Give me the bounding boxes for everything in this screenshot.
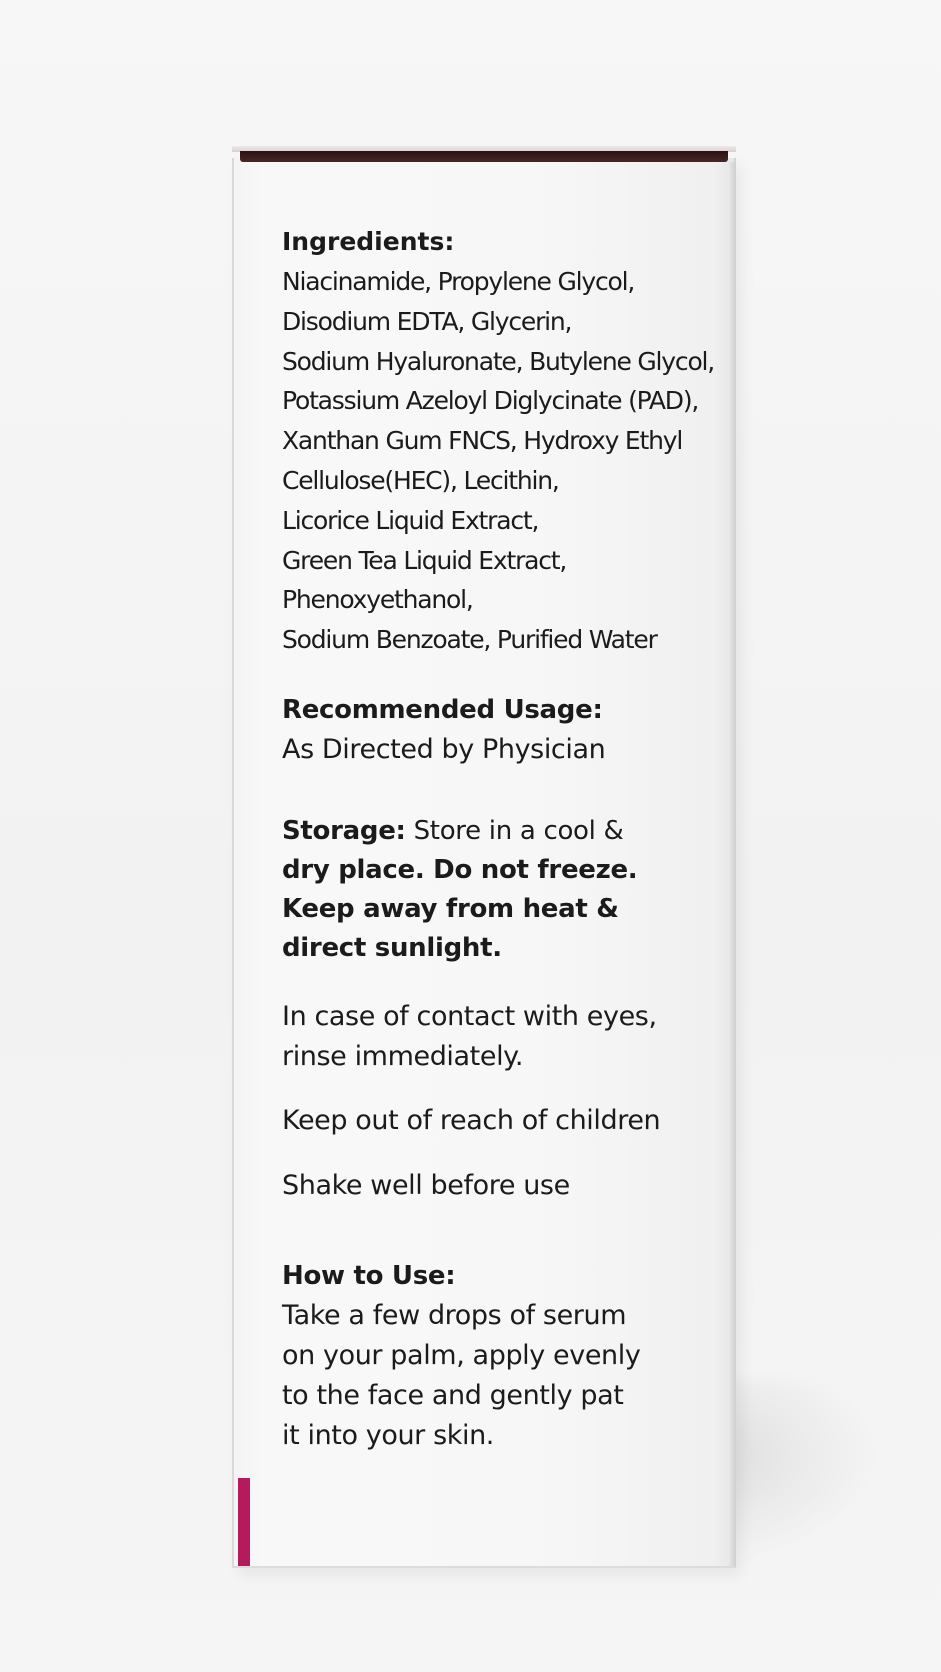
how-to-use-line: Take a few drops of serum [282,1299,627,1331]
ingredient-line: Green Tea Liquid Extract, [282,545,567,575]
how-to-use-section [282,1256,732,1456]
ingredient-line: Sodium Hyaluronate, Butylene Glycol, [282,346,715,376]
recommended-usage-title: Recommended Usage: [282,694,603,725]
eye-warning-line-1: In case of contact with eyes, [282,1000,657,1032]
recommended-usage-section [282,690,732,770]
ingredient-line: Potassium Azeloyl Diglycinate (PAD), [282,386,699,416]
children-warning-text: Keep out of reach of children [282,1104,661,1136]
box-top-interior [240,151,728,162]
ingredient-line: Disodium EDTA, Glycerin, [282,306,572,336]
ingredients-title: Ingredients: [282,227,455,256]
storage-line-4: direct sunlight. [282,932,502,963]
ingredients-list [282,262,732,660]
storage-line-1 [282,812,732,851]
storage-line-3: Keep away from heat & [282,893,619,924]
ingredient-line: Phenoxyethanol, [282,585,473,615]
storage-line-1-text: Store in a cool & [405,815,624,846]
how-to-use-line: it into your skin. [282,1419,494,1451]
box-label-text [282,222,732,1456]
ingredient-line: Niacinamide, Propylene Glycol, [282,267,635,296]
storage-label: Storage: [282,815,406,846]
box-top-opening [232,146,736,166]
ingredient-line: Licorice Liquid Extract, [282,505,539,535]
ingredient-line: Cellulose(HEC), Lecithin, [282,465,559,495]
shake-instruction [282,1166,732,1206]
storage-section [282,812,732,968]
ingredient-line: Xanthan Gum FNCS, Hydroxy Ethyl [282,426,683,456]
how-to-use-line: on your palm, apply evenly [282,1339,641,1371]
how-to-use-title: How to Use: [282,1260,456,1291]
ingredient-line: Sodium Benzoate, Purified Water [282,625,657,655]
how-to-use-line: to the face and gently pat [282,1379,624,1411]
eye-contact-warning [282,997,732,1077]
storage-line-2: dry place. Do not freeze. [282,854,638,885]
accent-color-strip [238,1478,250,1566]
eye-warning-line-2: rinse immediately. [282,1040,524,1072]
recommended-usage-text: As Directed by Physician [282,733,606,765]
children-warning [282,1101,732,1141]
shake-instruction-text: Shake well before use [282,1169,570,1201]
ingredients-section [282,222,732,660]
